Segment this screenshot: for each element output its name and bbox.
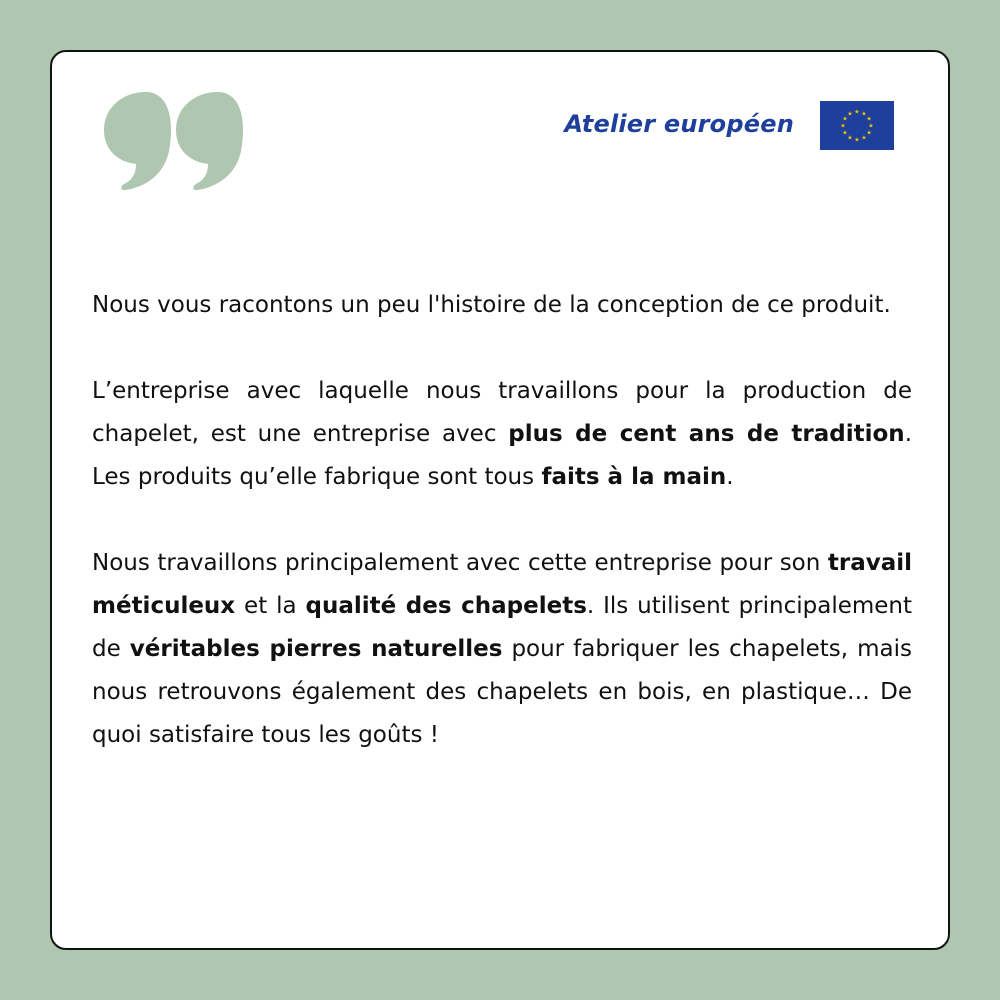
svg-text:★: ★ [847,134,853,142]
text-segment: Nous travaillons principalement avec cette entreprise pour son [92,550,828,576]
bold-highlight: plus de cent ans de tradition [508,421,905,447]
bold-highlight: faits à la main [541,464,727,490]
paragraph-intro [92,284,912,327]
svg-text:★: ★ [842,115,848,123]
svg-text:★: ★ [866,129,872,137]
text-segment: . Les produits qu’elle fabrique sont tous [92,421,912,490]
svg-text:★: ★ [866,115,872,123]
bold-highlight: travail méticuleux [92,550,912,619]
svg-text:★: ★ [847,110,853,118]
svg-text:★: ★ [854,136,860,144]
svg-text:★: ★ [861,110,867,118]
text-segment: . Ils utilisent principalement de [92,593,913,662]
svg-text:★: ★ [854,108,860,116]
paragraph-quality [92,542,912,757]
text-segment: L’entreprise avec laquelle nous travaillons pour la production de chapelet, est une entreprise avec [92,378,912,447]
content-card [50,50,950,950]
text-segment: . [726,464,734,490]
text-segment: pour fabriquer les chapelets, mais nous retrouvons également des chapelets en bois, en plastique… De quoi satisfaire tous les goûts ! [92,636,913,748]
svg-text:★: ★ [861,134,867,142]
text-segment: Nous vous racontons un peu l'histoire de la conception de ce produit. [92,292,891,318]
text-segment: et la [235,593,306,619]
paragraph-company [92,370,912,499]
quote-icon [104,92,254,192]
brand-label: Atelier européen [564,110,794,138]
bold-highlight: véritables pierres naturelles [129,636,503,662]
bold-highlight: qualité des chapelets [305,593,587,619]
eu-flag-icon [820,101,894,150]
svg-text:★: ★ [868,122,874,130]
svg-text:★: ★ [842,129,848,137]
body-text [92,284,912,800]
svg-text:★: ★ [840,122,846,130]
